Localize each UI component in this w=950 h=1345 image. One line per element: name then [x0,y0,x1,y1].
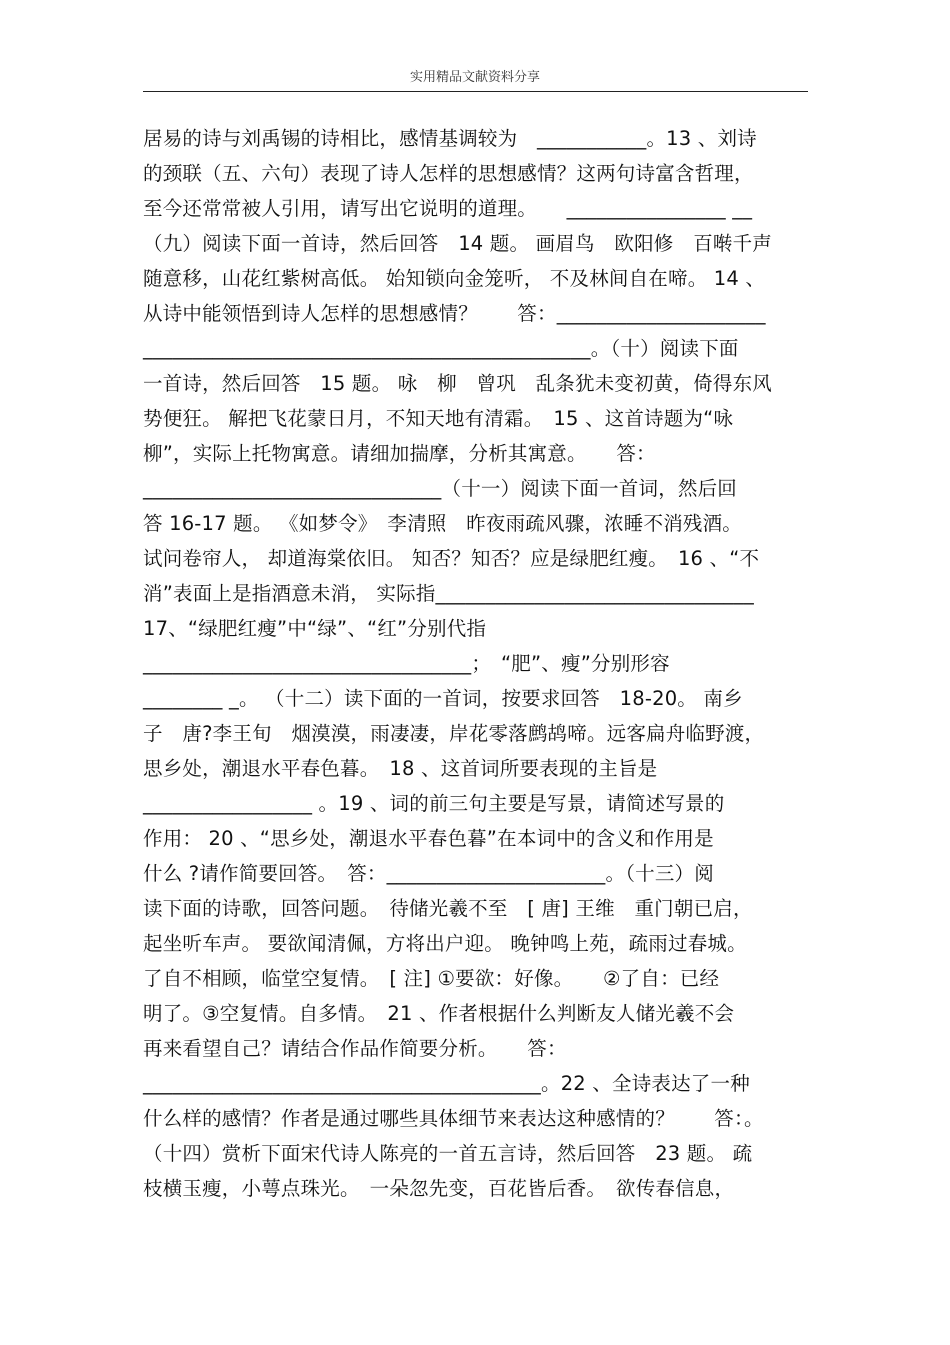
text-line: 一首诗，然后回答 15 题。 咏 柳 曾巩 乱条犹未变初黄，倚得东风 [143,372,773,395]
text-line: 的颈联（五、六句）表现了诗人怎样的思想感情？这两句诗富含哲理， [143,162,754,185]
text-line: 柳”，实际上托物寓意。请细加揣摩，分析其寓意。 答： [143,442,656,465]
text-line: 什么样的感情？作者是通过哪些具体细节来表达这种感情的？ 答：。 [143,1107,764,1130]
text-line: （十四）赏析下面宋代诗人陈亮的一首五言诗，然后回答 23 题。 疏 [143,1142,753,1165]
text-line: _____________________________________________。（十）阅读下面 [143,337,739,360]
text-line: 枝横玉瘦，小萼点珠光。 一朵忽先变，百花皆后香。 欲传春信息， [143,1177,735,1200]
text-line: 居易的诗与刘禹锡的诗相比，感情基调较为 ___________。13 、刘诗 [143,127,757,150]
text-line: 试问卷帘人， 却道海棠依旧。 知否？知否？应是绿肥红瘦。 16 、“不 [143,547,760,570]
text-line: 作用： 20 、“思乡处，潮退水平春色暮”在本词中的含义和作用是 [143,827,714,850]
text-line: 17、“绿肥红瘦”中“绿”、“红”分别代指 [143,617,487,640]
header-divider [143,91,808,92]
text-line: 势便狂。 解把飞花蒙日月，不知天地有清霜。 15 、这首诗题为“咏 [143,407,734,430]
text-line: _________________ 。19 、词的前三句主要是写景，请简述写景的 [143,792,725,815]
page-header: 实用精品文献资料分享 [409,70,540,85]
text-line: 思乡处，潮退水平春色暮。 18 、这首词所要表现的主旨是 [143,757,658,780]
text-line: ______________________________（十一）阅读下面一首词，然后回 [143,477,738,500]
text-line: 什么 ?请作简要回答。 答：______________________。（十三）阅 [143,862,714,885]
text-line: （九）阅读下面一首诗，然后回答 14 题。 画眉鸟 欧阳修 百啭千声 [143,232,773,255]
text-line: 起坐听车声。 要欲闻清佩，方将出户迎。 晚钟鸣上苑，疏雨过春城。 [143,932,747,955]
text-line: 消”表面上是指酒意未消， 实际指________________________________ [143,582,754,605]
text-line: ________________________________________。22 、全诗表达了一种 [143,1072,750,1095]
text-line: 随意移，山花红紫树高低。 始知锁向金笼听， 不及林间自在啼。 14 、 [143,267,766,290]
text-line: 从诗中能领悟到诗人怎样的思想感情？ 答：_____________________ [143,302,766,325]
text-line: 至今还常常被人引用，请写出它说明的道理。 ________________ __ [143,197,753,220]
text-line: 明了。③空复情。自多情。 21 、作者根据什么判断友人储光羲不会 [143,1002,735,1025]
text-line: 答 16-17 题。 《如梦令》 李清照 昨夜雨疏风骤，浓睡不消残酒。 [143,512,743,535]
text-line: ________ _。 （十二）读下面的一首词，按要求回答 18-20。 南乡 [143,687,743,710]
text-line: 再来看望自己？请结合作品作简要分析。 答： [143,1037,567,1060]
text-line: 了自不相顾，临堂空复情。 [ 注] ①要欲：好像。 ②了自：已经 [143,967,720,990]
text-line: 子 唐?李王旬 烟漠漠，雨凄凄，岸花零落鹧鸪啼。远客扁舟临野渡， [143,722,765,745]
text-line: _________________________________； “肥”、瘦”分别形容 [143,652,670,675]
text-line: 读下面的诗歌，回答问题。 待储光羲不至 [ 唐] 王维 重门朝已启， [143,897,753,920]
